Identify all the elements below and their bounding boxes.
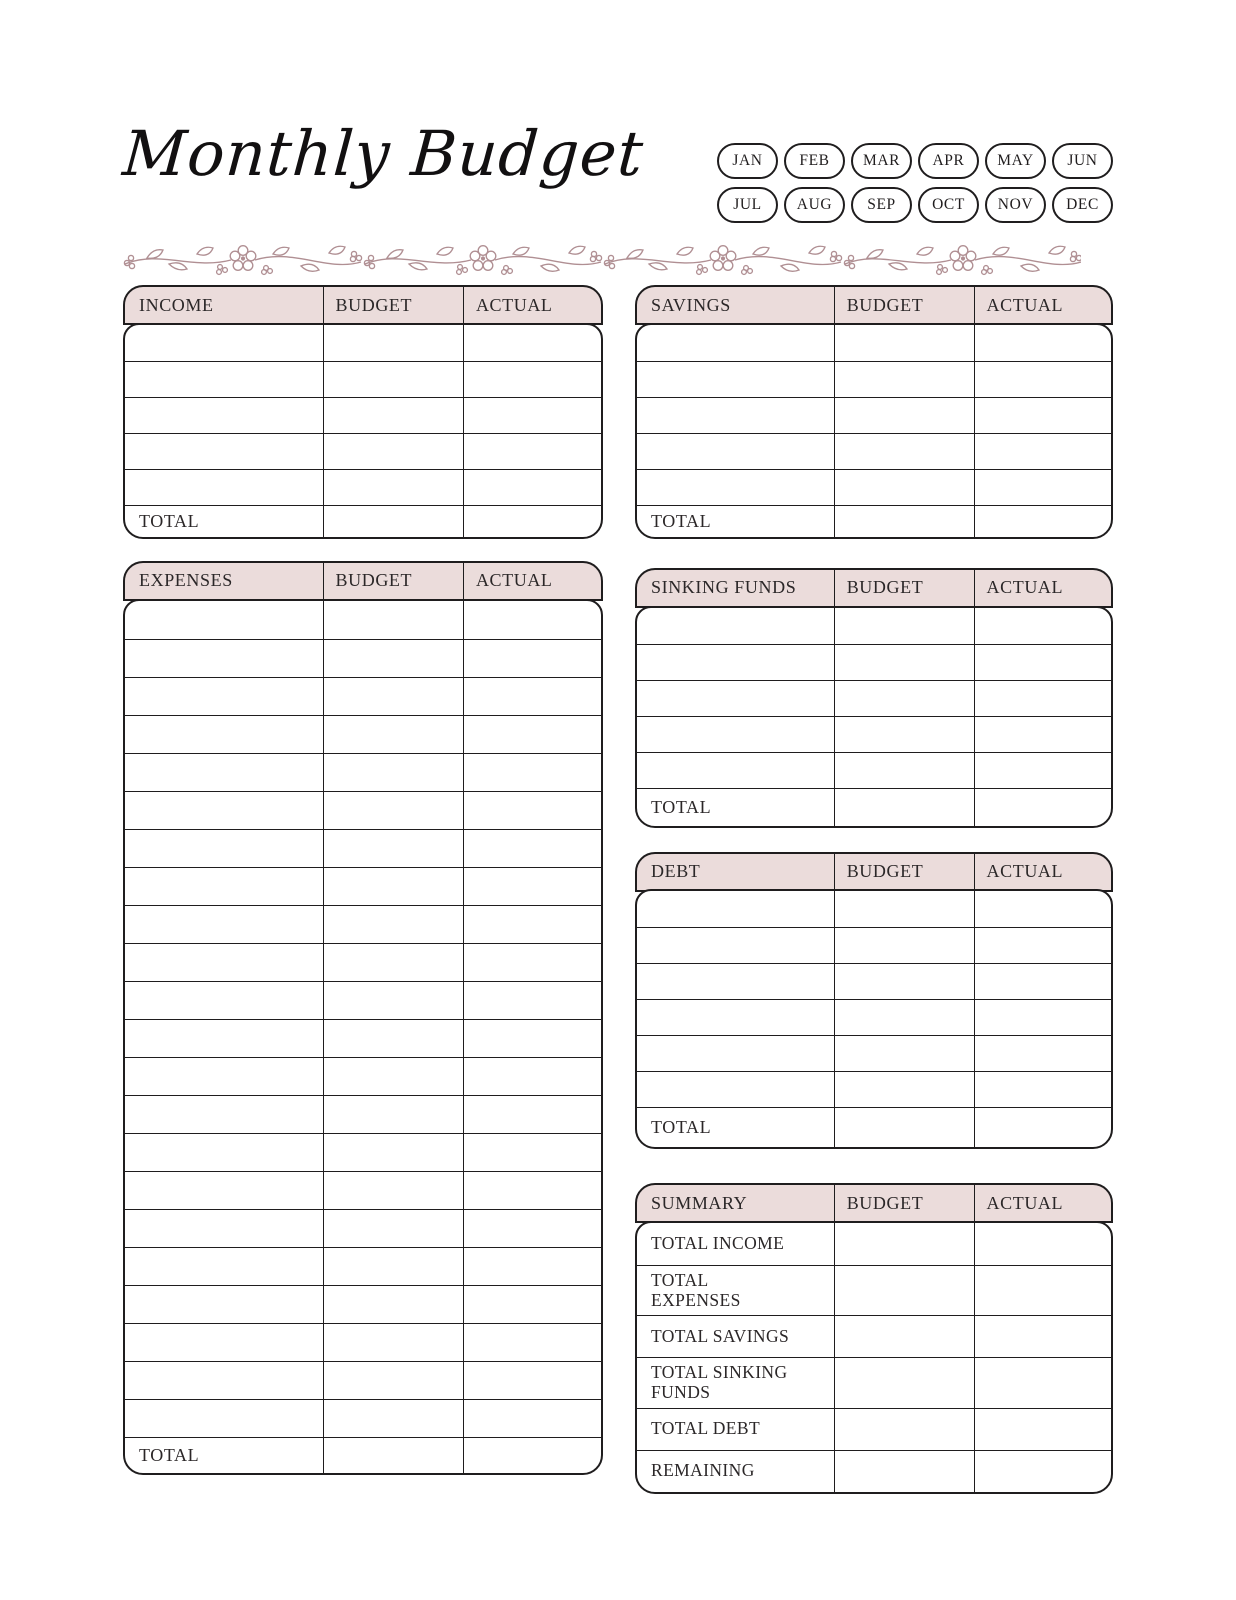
debt-total-row [637, 1107, 1111, 1147]
total-budget-cell[interactable] [323, 506, 463, 537]
item-name-cell[interactable] [637, 398, 834, 433]
savings-table-header [635, 285, 1113, 325]
actual-column-header: ACTUAL [974, 570, 1111, 606]
table-row [125, 1171, 601, 1209]
summary-table-header [635, 1183, 1113, 1223]
table-row [125, 715, 601, 753]
table-row [125, 361, 601, 397]
item-name-cell[interactable] [637, 1072, 834, 1107]
sinking-funds-total-row [637, 788, 1111, 826]
budget-value-cell[interactable] [834, 398, 974, 433]
budget-column-header: BUDGET [834, 287, 974, 323]
budget-value-cell[interactable] [834, 362, 974, 397]
sinking-funds-title: SINKING FUNDS [651, 577, 797, 598]
table-row [125, 829, 601, 867]
actual-value-cell[interactable] [463, 944, 601, 981]
budget-column-header: BUDGET [834, 854, 974, 890]
budget-value-cell[interactable] [323, 1096, 463, 1133]
actual-value-cell[interactable] [974, 1451, 1111, 1492]
actual-value-cell[interactable] [463, 325, 601, 361]
table-row [125, 397, 601, 433]
item-name-cell[interactable] [125, 906, 323, 943]
actual-value-cell[interactable] [463, 868, 601, 905]
item-name-cell[interactable] [637, 470, 834, 505]
debt-rows [637, 891, 1111, 1107]
actual-value-cell[interactable] [974, 1072, 1111, 1107]
budget-value-cell[interactable] [834, 645, 974, 680]
total-label: TOTAL [651, 796, 712, 817]
income-rows [125, 325, 601, 505]
actual-value-cell[interactable] [974, 753, 1111, 788]
item-name-cell[interactable] [125, 325, 323, 361]
total-actual-cell[interactable] [974, 1108, 1111, 1147]
right-column [635, 285, 1113, 1494]
actual-value-cell[interactable] [463, 906, 601, 943]
actual-value-cell[interactable] [463, 1286, 601, 1323]
actual-column-header: ACTUAL [974, 287, 1111, 323]
item-name-cell[interactable] [125, 1058, 323, 1095]
page-header [120, 117, 1113, 223]
actual-value-cell[interactable] [974, 470, 1111, 505]
floral-divider [123, 240, 1113, 278]
debt-table-body [635, 889, 1113, 1149]
expenses-title: EXPENSES [139, 570, 233, 591]
month-pill-nov[interactable]: NOV [985, 187, 1046, 223]
actual-value-cell[interactable] [974, 1266, 1111, 1315]
table-row [637, 433, 1111, 469]
summary-row [637, 1450, 1111, 1492]
item-name-cell[interactable] [637, 362, 834, 397]
total-label: TOTAL [651, 1117, 712, 1138]
total-actual-cell[interactable] [463, 506, 601, 537]
budget-value-cell[interactable] [834, 470, 974, 505]
income-table-body [123, 323, 603, 539]
actual-value-cell[interactable] [463, 362, 601, 397]
actual-value-cell[interactable] [463, 830, 601, 867]
item-name-cell[interactable] [637, 928, 834, 963]
total-actual-cell[interactable] [974, 789, 1111, 826]
month-pill-jul[interactable]: JUL [717, 187, 778, 223]
budget-value-cell[interactable] [834, 1451, 974, 1492]
month-row-2 [717, 187, 1113, 223]
summary-row-label: TOTAL SINKING FUNDS [651, 1362, 788, 1403]
expenses-total-row [125, 1437, 601, 1473]
income-table-header [123, 285, 603, 325]
debt-table [635, 852, 1113, 1150]
page-title: Monthly Budget [120, 117, 647, 190]
actual-value-cell[interactable] [974, 645, 1111, 680]
actual-value-cell[interactable] [974, 434, 1111, 469]
month-pill-sep[interactable]: SEP [851, 187, 912, 223]
budget-value-cell[interactable] [834, 753, 974, 788]
actual-column-header: ACTUAL [974, 1185, 1111, 1221]
table-row [637, 397, 1111, 433]
item-name-cell[interactable] [637, 964, 834, 999]
item-name-cell[interactable] [125, 830, 323, 867]
expenses-table-body [123, 599, 603, 1475]
table-row [125, 469, 601, 505]
table-row [125, 677, 601, 715]
actual-value-cell[interactable] [974, 1036, 1111, 1071]
summary-row [637, 1357, 1111, 1407]
item-name-cell[interactable] [125, 601, 323, 639]
item-name-cell[interactable] [125, 1400, 323, 1437]
tables-area [123, 285, 1113, 1494]
expenses-table [123, 561, 603, 1475]
month-pill-mar[interactable]: MAR [851, 143, 912, 179]
total-budget-cell[interactable] [834, 1108, 974, 1147]
budget-value-cell[interactable] [834, 1000, 974, 1035]
budget-value-cell[interactable] [323, 754, 463, 791]
table-row [125, 981, 601, 1019]
item-name-cell[interactable] [637, 608, 834, 644]
budget-value-cell[interactable] [834, 1036, 974, 1071]
actual-column-header: ACTUAL [463, 287, 601, 323]
actual-value-cell[interactable] [463, 716, 601, 753]
table-row [125, 1323, 601, 1361]
summary-row [637, 1265, 1111, 1315]
left-column [123, 285, 603, 1475]
budget-value-cell[interactable] [834, 1358, 974, 1407]
actual-value-cell[interactable] [463, 1020, 601, 1057]
summary-row-label: TOTAL DEBT [651, 1418, 761, 1439]
total-budget-cell[interactable] [834, 506, 974, 537]
table-row [637, 891, 1111, 927]
table-row [125, 867, 601, 905]
expenses-table-header [123, 561, 603, 601]
actual-value-cell[interactable] [463, 754, 601, 791]
actual-value-cell[interactable] [974, 1409, 1111, 1450]
month-pill-apr[interactable]: APR [918, 143, 979, 179]
actual-value-cell[interactable] [974, 717, 1111, 752]
table-row [637, 1071, 1111, 1107]
sinking-funds-table-header [635, 568, 1113, 608]
summary-row-label: TOTAL EXPENSES [651, 1270, 741, 1310]
table-row [125, 753, 601, 791]
table-row [637, 644, 1111, 680]
item-name-cell[interactable] [125, 1096, 323, 1133]
budget-value-cell[interactable] [323, 868, 463, 905]
item-name-cell[interactable] [125, 982, 323, 1019]
budget-value-cell[interactable] [323, 906, 463, 943]
expenses-rows [125, 601, 601, 1437]
table-row [125, 325, 601, 361]
table-row [125, 905, 601, 943]
month-pill-oct[interactable]: OCT [918, 187, 979, 223]
actual-value-cell[interactable] [463, 792, 601, 829]
income-table [123, 285, 603, 539]
income-title: INCOME [139, 294, 214, 315]
item-name-cell[interactable] [125, 398, 323, 433]
item-name-cell[interactable] [125, 640, 323, 677]
item-name-cell[interactable] [637, 753, 834, 788]
budget-value-cell[interactable] [323, 325, 463, 361]
table-row [125, 1133, 601, 1171]
month-pill-aug[interactable]: AUG [784, 187, 845, 223]
actual-value-cell[interactable] [974, 1358, 1111, 1407]
table-row [637, 963, 1111, 999]
budget-value-cell[interactable] [834, 1409, 974, 1450]
summary-row-label: REMAINING [651, 1460, 755, 1481]
table-row [125, 1019, 601, 1057]
budget-value-cell[interactable] [323, 944, 463, 981]
actual-value-cell[interactable] [463, 434, 601, 469]
item-name-cell[interactable] [125, 362, 323, 397]
budget-column-header: BUDGET [834, 570, 974, 606]
budget-value-cell[interactable] [323, 1324, 463, 1361]
savings-rows [637, 325, 1111, 505]
savings-total-row [637, 505, 1111, 537]
budget-value-cell[interactable] [834, 1266, 974, 1315]
item-name-cell[interactable] [637, 325, 834, 361]
savings-table [635, 285, 1113, 539]
budget-value-cell[interactable] [323, 1172, 463, 1209]
summary-row-label: TOTAL SAVINGS [651, 1326, 790, 1347]
actual-value-cell[interactable] [463, 1362, 601, 1399]
summary-rows [637, 1223, 1111, 1491]
actual-value-cell[interactable] [974, 398, 1111, 433]
item-name-cell[interactable] [125, 1134, 323, 1171]
income-total-row [125, 505, 601, 537]
table-row [125, 1209, 601, 1247]
budget-value-cell[interactable] [323, 398, 463, 433]
month-selector [717, 143, 1113, 223]
actual-value-cell[interactable] [974, 928, 1111, 963]
budget-value-cell[interactable] [834, 928, 974, 963]
table-row [125, 1285, 601, 1323]
actual-value-cell[interactable] [463, 1172, 601, 1209]
total-budget-cell[interactable] [323, 1438, 463, 1473]
table-row [125, 639, 601, 677]
actual-value-cell[interactable] [463, 398, 601, 433]
month-pill-dec[interactable]: DEC [1052, 187, 1113, 223]
budget-value-cell[interactable] [834, 1316, 974, 1357]
budget-value-cell[interactable] [323, 362, 463, 397]
debt-table-header [635, 852, 1113, 892]
actual-value-cell[interactable] [463, 1058, 601, 1095]
item-name-cell[interactable] [637, 434, 834, 469]
table-row [637, 361, 1111, 397]
table-row [637, 999, 1111, 1035]
month-pill-jun[interactable]: JUN [1052, 143, 1113, 179]
budget-value-cell[interactable] [834, 891, 974, 927]
item-name-cell[interactable] [125, 1172, 323, 1209]
table-row [125, 943, 601, 981]
summary-row [637, 1223, 1111, 1265]
actual-value-cell[interactable] [974, 325, 1111, 361]
budget-value-cell[interactable] [834, 608, 974, 644]
table-row [125, 1095, 601, 1133]
table-row [637, 608, 1111, 644]
budget-value-cell[interactable] [834, 434, 974, 469]
actual-value-cell[interactable] [463, 678, 601, 715]
savings-title: SAVINGS [651, 294, 731, 315]
actual-value-cell[interactable] [463, 601, 601, 639]
actual-value-cell[interactable] [463, 982, 601, 1019]
table-row [125, 1361, 601, 1399]
actual-value-cell[interactable] [974, 1000, 1111, 1035]
budget-value-cell[interactable] [834, 681, 974, 716]
item-name-cell[interactable] [637, 1036, 834, 1071]
budget-value-cell[interactable] [323, 716, 463, 753]
actual-value-cell[interactable] [974, 1316, 1111, 1357]
table-row [637, 325, 1111, 361]
table-row [637, 680, 1111, 716]
actual-value-cell[interactable] [463, 1134, 601, 1171]
budget-value-cell[interactable] [323, 434, 463, 469]
item-name-cell[interactable] [125, 1020, 323, 1057]
budget-value-cell[interactable] [323, 1020, 463, 1057]
budget-value-cell[interactable] [323, 1286, 463, 1323]
actual-value-cell[interactable] [463, 1210, 601, 1247]
floral-vine-icon [123, 240, 1081, 278]
budget-column-header: BUDGET [834, 1185, 974, 1221]
budget-value-cell[interactable] [323, 470, 463, 505]
budget-value-cell[interactable] [323, 1400, 463, 1437]
budget-value-cell[interactable] [323, 601, 463, 639]
item-name-cell[interactable] [637, 891, 834, 927]
sinking-funds-table-body [635, 606, 1113, 828]
item-name-cell[interactable] [125, 944, 323, 981]
item-name-cell[interactable] [125, 1362, 323, 1399]
month-pill-may[interactable]: MAY [985, 143, 1046, 179]
budget-value-cell[interactable] [834, 1223, 974, 1265]
item-name-cell[interactable] [125, 1286, 323, 1323]
budget-value-cell[interactable] [834, 1072, 974, 1107]
total-budget-cell[interactable] [834, 789, 974, 826]
table-row [125, 1057, 601, 1095]
budget-value-cell[interactable] [323, 1248, 463, 1285]
budget-value-cell[interactable] [323, 1058, 463, 1095]
item-name-cell[interactable] [125, 1210, 323, 1247]
total-label: TOTAL [139, 510, 200, 531]
summary-row [637, 1408, 1111, 1450]
budget-value-cell[interactable] [323, 640, 463, 677]
budget-column-header: BUDGET [323, 287, 463, 323]
actual-value-cell[interactable] [974, 964, 1111, 999]
budget-value-cell[interactable] [323, 1134, 463, 1171]
budget-value-cell[interactable] [834, 964, 974, 999]
item-name-cell[interactable] [637, 717, 834, 752]
month-pill-feb[interactable]: FEB [784, 143, 845, 179]
item-name-cell[interactable] [125, 792, 323, 829]
table-row [637, 927, 1111, 963]
item-name-cell[interactable] [637, 645, 834, 680]
actual-value-cell[interactable] [463, 1096, 601, 1133]
budget-column-header: BUDGET [323, 563, 463, 599]
item-name-cell[interactable] [125, 470, 323, 505]
total-actual-cell[interactable] [974, 506, 1111, 537]
item-name-cell[interactable] [125, 434, 323, 469]
actual-value-cell[interactable] [974, 362, 1111, 397]
table-row [637, 1035, 1111, 1071]
actual-value-cell[interactable] [463, 1324, 601, 1361]
budget-value-cell[interactable] [834, 325, 974, 361]
actual-value-cell[interactable] [974, 1223, 1111, 1265]
total-label: TOTAL [139, 1444, 200, 1465]
table-row [125, 601, 601, 639]
budget-value-cell[interactable] [323, 830, 463, 867]
item-name-cell[interactable] [125, 868, 323, 905]
actual-value-cell[interactable] [463, 640, 601, 677]
table-row [125, 791, 601, 829]
actual-value-cell[interactable] [974, 891, 1111, 927]
table-row [637, 716, 1111, 752]
budget-value-cell[interactable] [323, 678, 463, 715]
item-name-cell[interactable] [125, 678, 323, 715]
item-name-cell[interactable] [125, 754, 323, 791]
summary-row [637, 1315, 1111, 1357]
budget-value-cell[interactable] [323, 1362, 463, 1399]
actual-column-header: ACTUAL [974, 854, 1111, 890]
item-name-cell[interactable] [637, 1000, 834, 1035]
budget-value-cell[interactable] [834, 717, 974, 752]
item-name-cell[interactable] [125, 1248, 323, 1285]
budget-value-cell[interactable] [323, 1210, 463, 1247]
actual-value-cell[interactable] [974, 681, 1111, 716]
actual-column-header: ACTUAL [463, 563, 601, 599]
sinking-funds-table [635, 568, 1113, 828]
table-row [125, 1399, 601, 1437]
savings-table-body [635, 323, 1113, 539]
sinking-funds-rows [637, 608, 1111, 788]
item-name-cell[interactable] [125, 716, 323, 753]
summary-title: SUMMARY [651, 1192, 748, 1213]
actual-value-cell[interactable] [974, 608, 1111, 644]
table-row [125, 1247, 601, 1285]
month-pill-jan[interactable]: JAN [717, 143, 778, 179]
month-row-1 [717, 143, 1113, 179]
total-label: TOTAL [651, 510, 712, 531]
total-actual-cell[interactable] [463, 1438, 601, 1473]
item-name-cell[interactable] [637, 681, 834, 716]
actual-value-cell[interactable] [463, 470, 601, 505]
summary-table-body [635, 1221, 1113, 1493]
item-name-cell[interactable] [125, 1324, 323, 1361]
debt-title: DEBT [651, 861, 701, 882]
actual-value-cell[interactable] [463, 1248, 601, 1285]
actual-value-cell[interactable] [463, 1400, 601, 1437]
table-row [637, 752, 1111, 788]
table-row [637, 469, 1111, 505]
summary-row-label: TOTAL INCOME [651, 1233, 785, 1254]
budget-value-cell[interactable] [323, 982, 463, 1019]
table-row [125, 433, 601, 469]
summary-table [635, 1183, 1113, 1493]
budget-value-cell[interactable] [323, 792, 463, 829]
